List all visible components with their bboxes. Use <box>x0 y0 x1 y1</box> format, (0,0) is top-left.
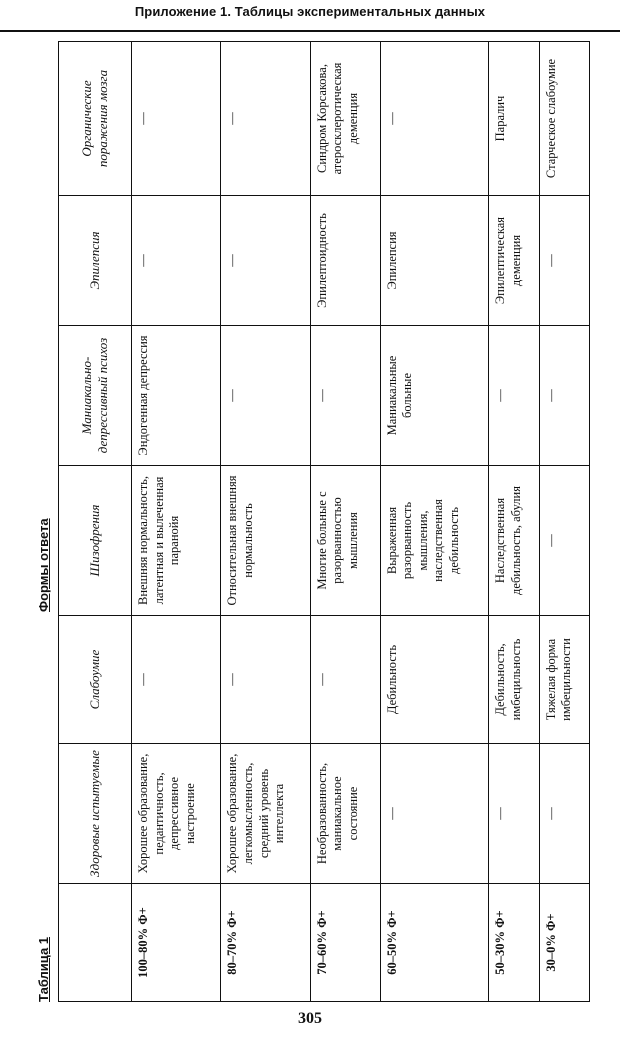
table-cell: Паралич <box>489 42 539 196</box>
table-cell: Необразованность, маниакальное состояние <box>310 744 380 884</box>
table-cell: Относительная внешняя нормальность <box>221 466 310 616</box>
table-cell: — <box>539 196 589 326</box>
table-cell: Дебильность <box>380 616 489 744</box>
column-header: Эпилепсия <box>59 196 132 326</box>
level-cell: 80–70% Φ+ <box>221 884 310 1002</box>
page-number: 305 <box>298 1010 322 1027</box>
table-label: Таблица 1 <box>36 936 51 1002</box>
table-cell: — <box>380 42 489 196</box>
table-cell: — <box>132 42 221 196</box>
table-cell: — <box>539 326 589 466</box>
table-cell: — <box>380 744 489 884</box>
table-cell: Старческое слабоумие <box>539 42 589 196</box>
rotated-table-area <box>30 42 590 1002</box>
table-cell: — <box>221 42 310 196</box>
table-cell: Эпилептоидность <box>310 196 380 326</box>
group-header: Формы ответа <box>36 518 51 612</box>
table-row <box>539 42 589 1002</box>
table-cell: — <box>132 616 221 744</box>
table-cell: Хорошее образование, педантичность, депрессивное настроение <box>132 744 221 884</box>
table-cell: Внешняя нормальность, латентная и вылеченная паранойя <box>132 466 221 616</box>
table-cell: Выраженная разорванность мышления, наследственная дебильность <box>380 466 489 616</box>
table-row <box>221 42 310 1002</box>
table-cell: — <box>539 744 589 884</box>
table-cell: — <box>221 196 310 326</box>
table-cell: Эндогенная депрессия <box>132 326 221 466</box>
column-header: Слабоумие <box>59 616 132 744</box>
table-cell: Дебильность, имбецильность <box>489 616 539 744</box>
table-cell: — <box>489 326 539 466</box>
level-cell: 100–80% Φ+ <box>132 884 221 1002</box>
table-row <box>310 42 380 1002</box>
table-row <box>489 42 539 1002</box>
table-cell: Эпилепсия <box>380 196 489 326</box>
header-row <box>59 42 132 1002</box>
table-cell: — <box>132 196 221 326</box>
table-cell: Маниакальные больные <box>380 326 489 466</box>
table-cell: Многие больные с разорванностью мышления <box>310 466 380 616</box>
table-cell: Тяжелая форма имбецильности <box>539 616 589 744</box>
level-cell: 30–0% Φ+ <box>539 884 589 1002</box>
table-cell: Хорошее образование, легкомысленность, средний уровень интеллекта <box>221 744 310 884</box>
running-head: Приложение 1. Таблицы экспериментальных данных <box>134 4 486 19</box>
level-cell: 70–60% Φ+ <box>310 884 380 1002</box>
table-cell: Синдром Корсакова, атеросклеротическая деменция <box>310 42 380 196</box>
table-cell: — <box>489 744 539 884</box>
table-row <box>380 42 489 1002</box>
table-cell: — <box>539 466 589 616</box>
level-cell: 60–50% Φ+ <box>380 884 489 1002</box>
corner-cell <box>59 884 132 1002</box>
column-header: Здоровые испытуемые <box>59 744 132 884</box>
column-header: Маниакально-депрессивный психоз <box>59 326 132 466</box>
table-cell: Эпилептическая деменция <box>489 196 539 326</box>
table-cell: — <box>310 326 380 466</box>
column-header: Шизофрения <box>59 466 132 616</box>
header-rule <box>0 30 620 32</box>
table-cell: — <box>221 616 310 744</box>
table-cell: Наследственная дебильность, абулия <box>489 466 539 616</box>
table-cell: — <box>221 326 310 466</box>
column-header: Органические поражения мозга <box>59 42 132 196</box>
table-cell: — <box>310 616 380 744</box>
table-row <box>132 42 221 1002</box>
level-cell: 50–30% Φ+ <box>489 884 539 1002</box>
experimental-data-table <box>58 41 590 1002</box>
